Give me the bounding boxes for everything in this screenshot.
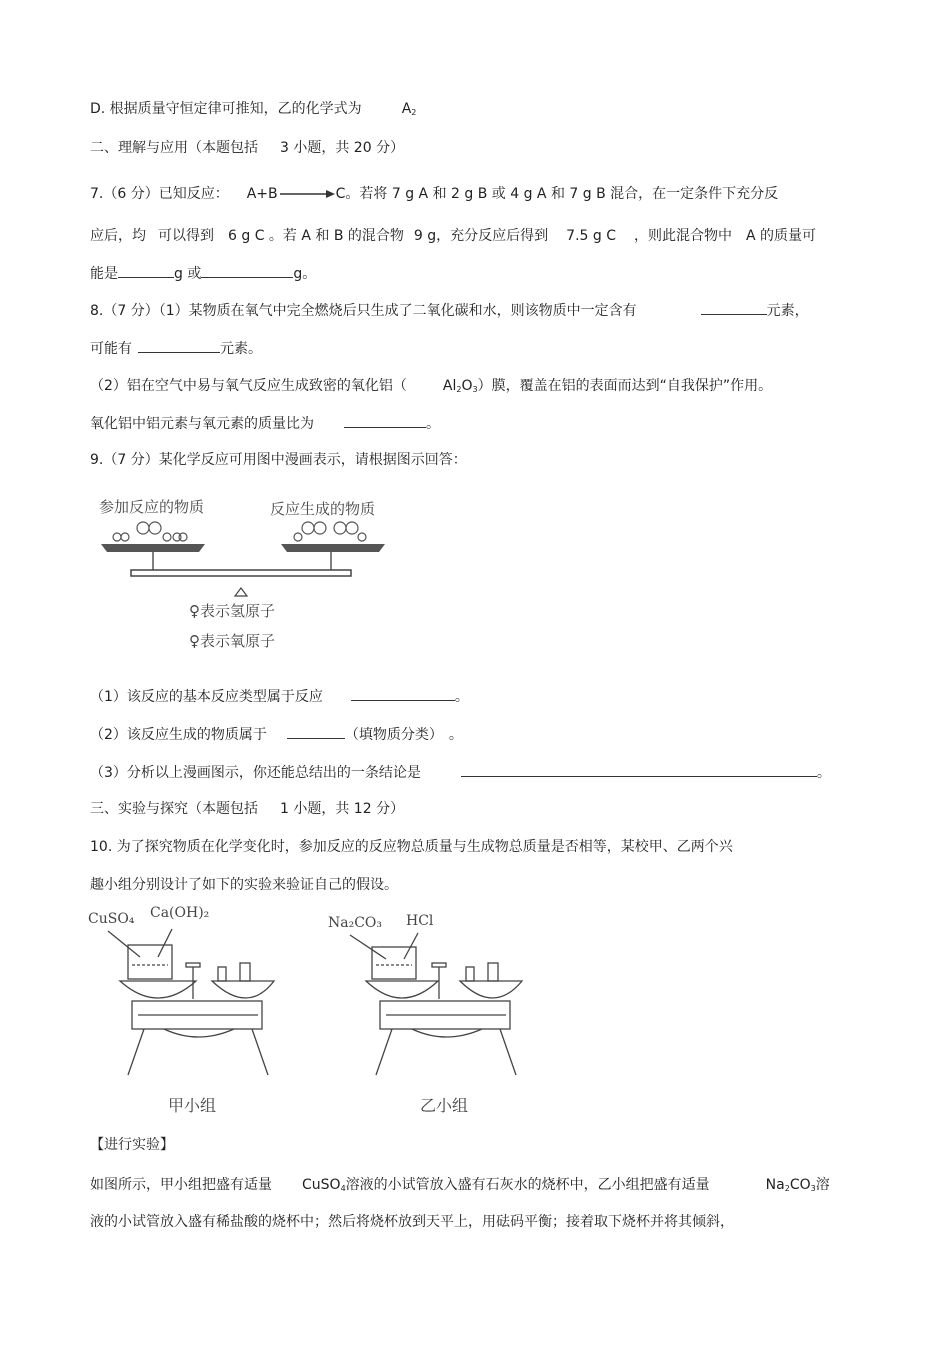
p1-sub-4: 4 [340,1184,346,1193]
legend-oxygen-label: 表示氧原子 [200,632,276,650]
section-3-score: 1 小题，共 12 分） [280,801,405,817]
q9-blank-2[interactable] [287,724,345,739]
p1-formula-co: CO [789,1177,811,1193]
legend-hydrogen-label: 表示氢原子 [200,602,276,620]
q9-blank-1[interactable] [351,686,455,701]
p1-text-b: 溶液的小试管放入盛有石灰水的烧杯中，乙小组把盛有适量 [345,1177,710,1193]
reaction-arrow-icon [278,189,336,199]
q7-text-b: 可以得到 [158,228,214,244]
q9-s2-end: 。 [448,727,463,743]
hydrogen-atom-icon: ♀ [189,602,200,620]
q9-sub-1 [90,686,469,707]
experiment-heading: 【进行实验】 [90,1137,174,1153]
q7-line-3 [90,263,316,284]
p1-formula-cuso: CuSO [302,1177,341,1193]
q9-sub-2 [90,724,463,745]
oxygen-atom-icon: ♀ [189,632,200,650]
q7-text-i: g 或 [174,266,202,282]
formula-a: A [401,101,412,117]
q9-balance-figure [95,492,405,662]
q9-sub-3 [90,762,831,783]
q9-blank-3[interactable] [461,762,817,777]
q7-text-d: 9 g，充分反应后得到 [413,228,549,244]
q8-formula-al: Al [442,378,457,394]
q8-text-h: 。 [426,416,440,432]
section-3-title: 三、实验与探究（本题包括 [90,801,258,817]
section-2-heading [90,138,404,158]
group-b-balance-icon [326,925,526,1105]
q8-blank-1[interactable] [701,300,767,315]
q8-line-2 [90,338,262,359]
q8-line-1 [90,300,809,321]
group-a-figure [88,905,278,1120]
q9-s1-end: 。 [454,689,469,705]
q7-line-1 [90,184,778,204]
q7-text-j: g。 [293,266,317,282]
q8-line-3 [90,376,772,400]
q8-text-a: 8.（7 分）（1）某物质在氧气中完全燃烧后只生成了二氧化碳和水，则该物质中一定含有 [90,303,637,319]
group-a-balance-icon [88,925,278,1105]
q7-blank-1[interactable] [118,263,174,278]
group-a-label-1: CuSO₄ [88,911,135,927]
p1-sub-3: 3 [810,1184,816,1193]
q7-conditions: C。若将 7 g A 和 2 g B 或 4 g A 和 7 g B 混合，在一定条件下充分反 [335,186,779,202]
q7-intro: 7.（6 分）已知反应： [90,186,229,202]
q9-s3-text: （3）分析以上漫画图示，你还能总结出的一条结论是 [90,765,421,781]
experiment-paragraph-1 [90,1175,830,1199]
q9-s3-end: 。 [816,765,831,781]
option-d-text: D. 根据质量守恒定律可推知，乙的化学式为 [90,101,362,117]
q8-sub-3: 3 [472,385,478,394]
section-2-title: 二、理解与应用（本题包括 [90,140,258,156]
group-b-label-1: Na₂CO₃ [328,915,383,931]
q9-s1-text: （1）该反应的基本反应类型属于反应 [90,689,323,705]
q8-text-d: 元素。 [220,341,262,357]
q7-line-2 [90,226,816,246]
q7-reactants: A+B [246,186,278,202]
group-b-caption: 乙小组 [420,1096,469,1115]
q7-text-h: 能是 [90,266,118,282]
formula-subscript: 2 [411,108,417,117]
q8-blank-3[interactable] [344,413,426,428]
q7-blank-2[interactable] [201,263,293,278]
q9-s2-hint: （填物质分类） [344,727,443,743]
section-2-score: 3 小题，共 20 分） [280,140,405,156]
q7-text-c: 6 g C 。若 A 和 B 的混合物 [228,228,404,244]
p1-text-c: 溶 [815,1177,830,1193]
q10-line-1: 10. 为了探究物质在化学变化时，参加反应的反应物总质量与生成物总质量是否相等，某校甲、乙两个兴 [90,839,733,855]
p1-text-a: 如图所示，甲小组把盛有适量 [90,1177,272,1193]
legend-hydrogen [189,600,275,621]
q9-s2-text: （2）该反应生成的物质属于 [90,727,267,743]
q8-blank-2[interactable] [138,338,220,353]
group-a-caption: 甲小组 [168,1096,217,1115]
section-3-heading [90,799,404,819]
group-b-label-2: HCl [406,913,434,929]
q8-line-4 [90,413,440,434]
q7-text-e: 7.5 g C [566,228,616,244]
q8-text-f: ）膜，覆盖在铝的表面而达到“自我保护”作用。 [477,378,773,394]
q8-text-e: （2）铝在空气中易与氧气反应生成致密的氧化铝（ [90,378,407,394]
p1-formula-na: Na [765,1177,785,1193]
group-a-label-2: Ca(OH)₂ [150,905,210,921]
q7-text-f: ，则此混合物中 [633,228,732,244]
q8-text-c: 可能有 [90,341,132,357]
q10-line-2: 趣小组分别设计了如下的实验来验证自己的假设。 [90,877,398,893]
q8-text-g: 氧化铝中铝元素与氧元素的质量比为 [90,416,314,432]
q9-title: 9.（7 分）某化学反应可用图中漫画表示，请根据图示回答： [90,452,467,468]
q8-formula-o: O [461,378,473,394]
p1-sub-2: 2 [784,1184,790,1193]
fig-right-label: 反应生成的物质 [270,500,376,518]
fig-left-label: 参加反应的物质 [99,498,205,516]
q7-text-g: A 的质量可 [745,228,817,244]
q8-sub-2: 2 [456,385,462,394]
experiment-paragraph-2: 液的小试管放入盛有稀盐酸的烧杯中；然后将烧杯放到天平上，用砝码平衡；接着取下烧杯并将其倾斜， [90,1214,734,1230]
q8-text-b: 元素， [766,303,809,319]
option-d-line [90,99,416,123]
group-b-figure [326,905,526,1120]
q7-text-a: 应后，均 [90,228,146,244]
legend-oxygen [189,630,275,651]
